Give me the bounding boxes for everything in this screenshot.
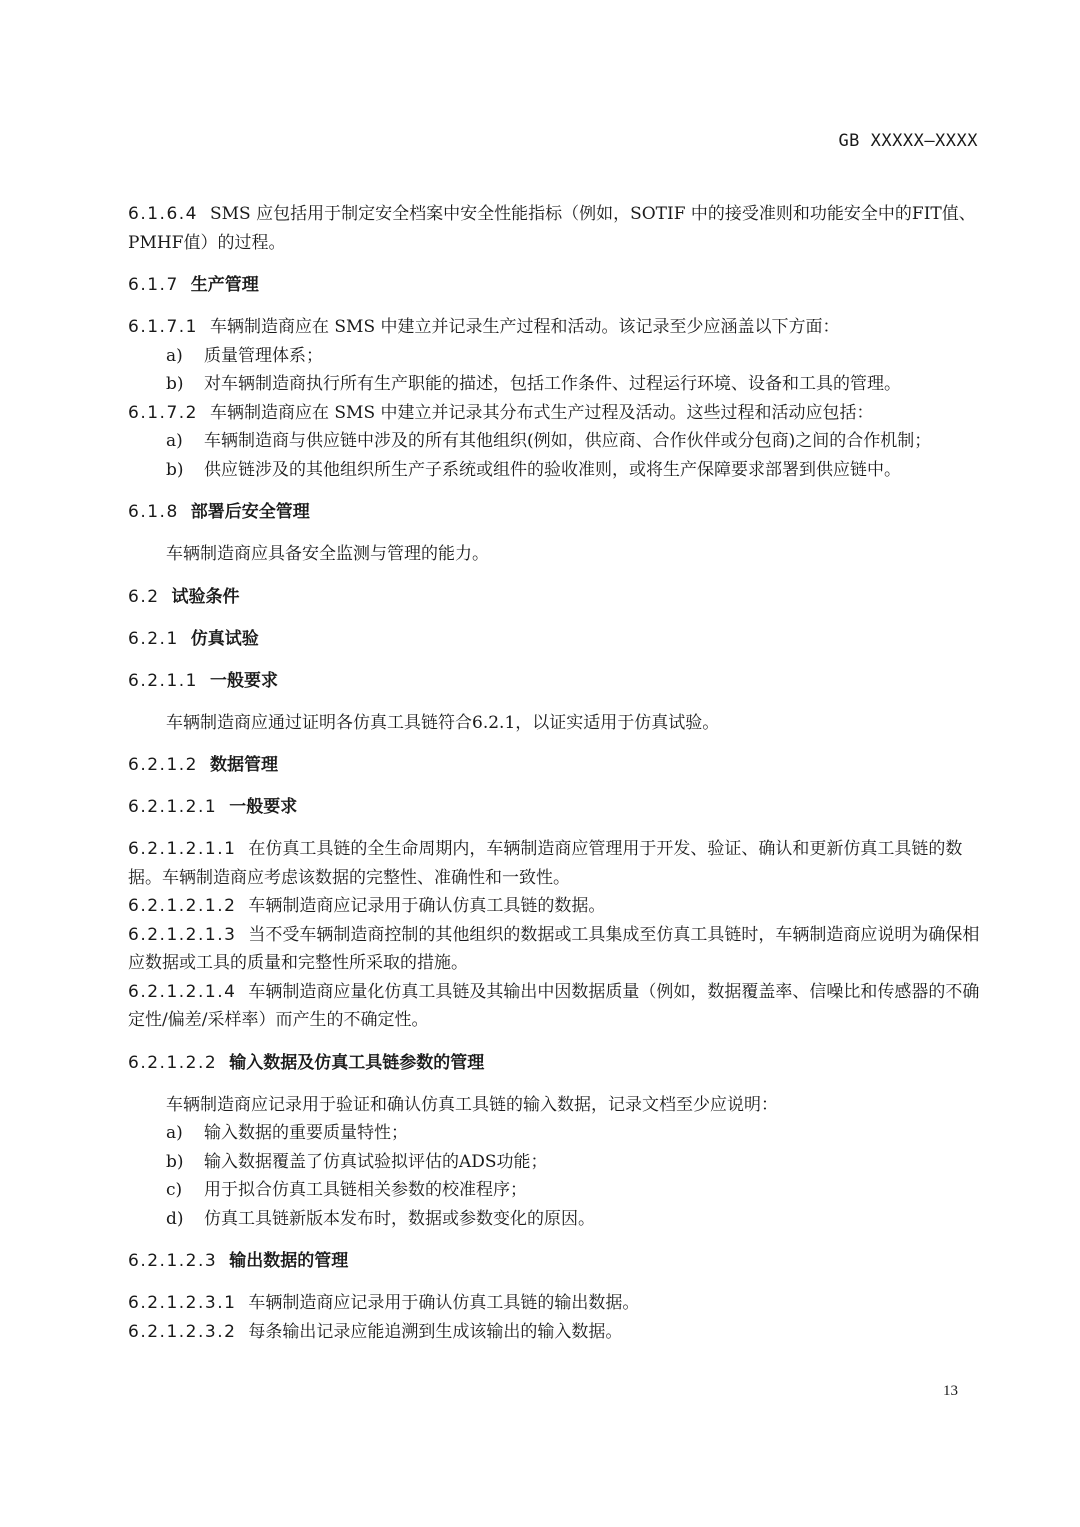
heading-6-1-7: 6.1.7 生产管理 (128, 275, 259, 295)
heading-6-2-1-2-1: 6.2.1.2.1 一般要求 (128, 797, 298, 817)
paragraph: 车辆制造商应记录用于验证和确认仿真工具链的输入数据，记录文档至少应说明： (166, 1094, 778, 1115)
heading-6-2: 6.2 试验条件 (128, 586, 240, 607)
heading-6-2-1: 6.2.1 仿真试验 (128, 628, 259, 649)
list-item: c) 用于拟合仿真工具链相关参数的校准程序； (166, 1180, 527, 1200)
list-item: a) 质量管理体系； (166, 345, 323, 366)
heading-6-2-1-2-2: 6.2.1.2.2 输入数据及仿真工具链参数的管理 (128, 1052, 485, 1073)
clause-6-1-6-4: 6.1.6.4 SMS 应包括用于制定安全档案中安全性能指标（例如，SOTIF 中的接受准则和功能安全中的FIT值、PMHF值）的过程。 (128, 204, 976, 253)
clause-6-1-7-2: 6.1.7.2 车辆制造商应在 SMS 中建立并记录其分布式生产过程及活动。这些过程和活动应包括： (128, 402, 874, 423)
clause-6-2-1-2-1-3: 6.2.1.2.1.3 当不受车辆制造商控制的其他组织的数据或工具集成至仿真工具链时，车辆制造商应说明为确保相应数据或工具的质量和完整性所采取的措施。 (128, 924, 980, 973)
heading-6-2-1-2: 6.2.1.2 数据管理 (128, 755, 278, 775)
list-item: d) 仿真工具链新版本发布时，数据或参数变化的原因。 (166, 1208, 595, 1229)
paragraph: 车辆制造商应通过证明各仿真工具链符合6.2.1，以证实适用于仿真试验。 (166, 712, 720, 733)
list-item: b) 对车辆制造商执行所有生产职能的描述，包括工作条件、过程运行环境、设备和工具的管理。 (166, 374, 901, 394)
clause-6-2-1-2-3-1: 6.2.1.2.3.1 车辆制造商应记录用于确认仿真工具链的输出数据。 (128, 1293, 640, 1313)
clause-6-2-1-2-1-4: 6.2.1.2.1.4 车辆制造商应量化仿真工具链及其输出中因数据质量（例如，数据覆盖率、信噪比和传感器的不确定性/偏差/采样率）而产生的不确定性。 (128, 981, 980, 1030)
list-item: a) 车辆制造商与供应链中涉及的所有其他组织(例如，供应商、合作伙伴或分包商)之间的合作机制； (166, 431, 932, 451)
clause-6-1-7-1: 6.1.7.1 车辆制造商应在 SMS 中建立并记录生产过程和活动。该记录至少应涵盖以下方面： (128, 317, 840, 337)
document-body (128, 200, 980, 1346)
clause-6-2-1-2-1-2: 6.2.1.2.1.2 车辆制造商应记录用于确认仿真工具链的数据。 (128, 896, 606, 916)
clause-6-2-1-2-1-1: 6.2.1.2.1.1 在仿真工具链的全生命周期内，车辆制造商应管理用于开发、验证、确认和更新仿真工具链的数据。车辆制造商应考虑该数据的完整性、准确性和一致性。 (128, 839, 963, 888)
list-item: b) 供应链涉及的其他组织所生产子系统或组件的验收准则，或将生产保障要求部署到供应链中。 (166, 459, 901, 480)
paragraph: 车辆制造商应具备安全监测与管理的能力。 (166, 544, 489, 564)
standard-number: GB XXXXX—XXXX (838, 131, 978, 151)
heading-6-1-8: 6.1.8 部署后安全管理 (128, 502, 310, 522)
page-number: 13 (943, 1383, 958, 1399)
heading-6-2-1-2-3: 6.2.1.2.3 输出数据的管理 (128, 1251, 349, 1271)
list-item: a) 输入数据的重要质量特性； (166, 1123, 408, 1143)
list-item: b) 输入数据覆盖了仿真试验拟评估的ADS功能； (166, 1151, 548, 1172)
clause-6-2-1-2-3-2: 6.2.1.2.3.2 每条输出记录应能追溯到生成该输出的输入数据。 (128, 1321, 623, 1342)
heading-6-2-1-1: 6.2.1.1 一般要求 (128, 670, 278, 691)
